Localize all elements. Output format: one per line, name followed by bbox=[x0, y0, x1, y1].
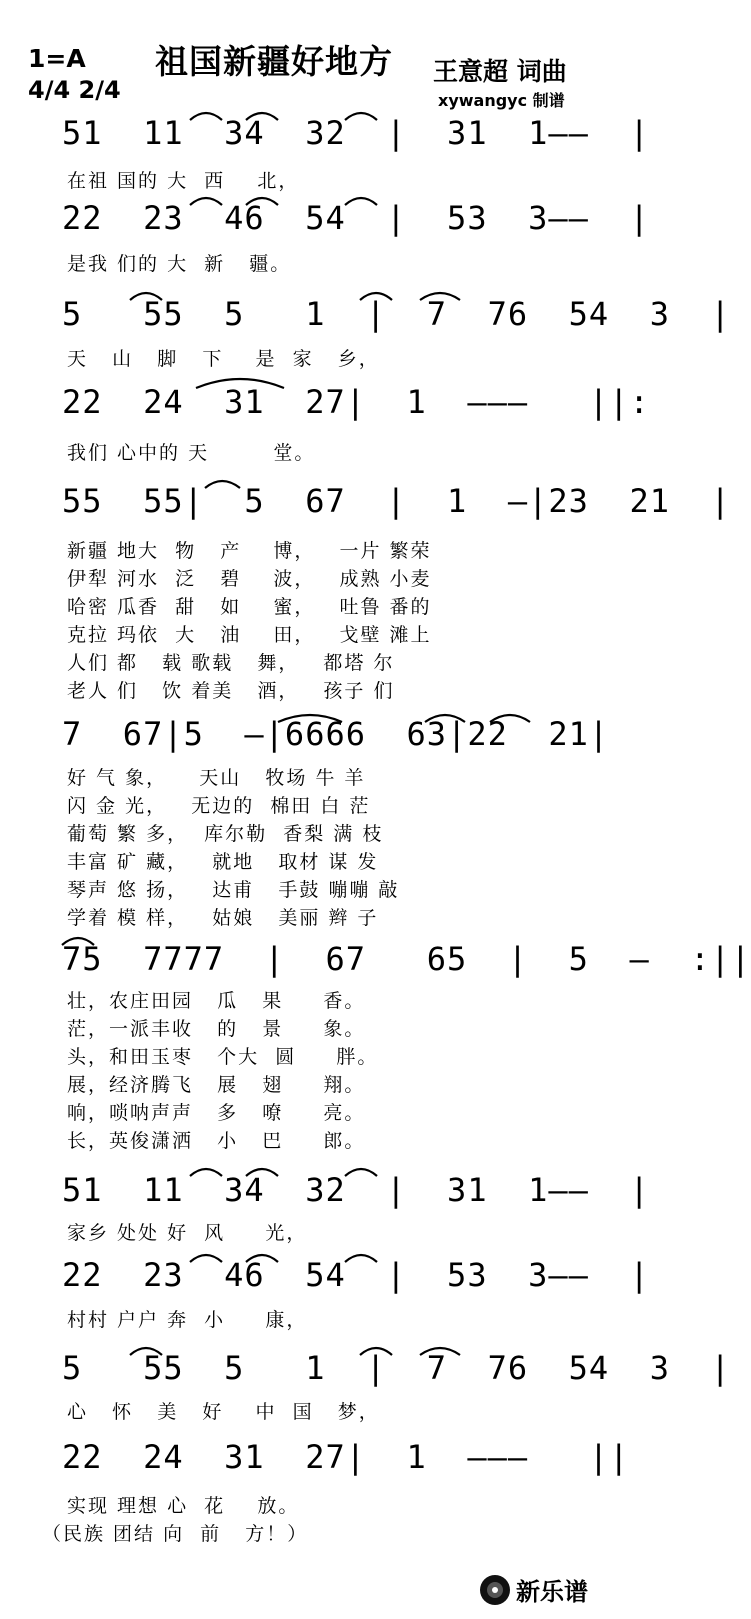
verse-line: 茫，一派丰收 的 景 象。 bbox=[67, 1018, 366, 1040]
slur bbox=[420, 1348, 460, 1355]
key-signature: 1=A bbox=[28, 44, 86, 73]
song-title: 祖国新疆好地方 bbox=[155, 42, 393, 81]
slur bbox=[190, 1169, 222, 1176]
notation-line-4: 22 24 31 27| 1 ——— ||: bbox=[62, 383, 650, 421]
verse-line: 丰富 矿 藏， 就地 取材 谋 发 bbox=[67, 851, 379, 873]
verse-line: 人们 都 载 歌载 舞， 都塔 尔 bbox=[67, 652, 395, 674]
lyric-line-9: 村村 户户 奔 小 康， bbox=[67, 1309, 308, 1331]
verse-line: 头，和田玉枣 个大 圆 胖。 bbox=[67, 1046, 379, 1068]
coda-line: （民族 团结 向 前 方！） bbox=[42, 1523, 309, 1545]
slur bbox=[130, 293, 162, 300]
slur bbox=[130, 1348, 162, 1355]
verse-line: 学着 模 样， 姑娘 美丽 辫 子 bbox=[67, 907, 379, 929]
time-signature: 4/4 2/4 bbox=[28, 76, 121, 104]
slur bbox=[345, 113, 377, 120]
verse-line: 老人 们 饮 着美 酒， 孩子 们 bbox=[67, 680, 395, 702]
notation-line-11: 22 24 31 27| 1 ——— || bbox=[62, 1438, 630, 1476]
verse-line: 长，英俊潇洒 小 巴 郎。 bbox=[67, 1130, 366, 1152]
lyric-line-2: 是我 们的 大 新 疆。 bbox=[67, 253, 292, 275]
author-credit: 王意超 词曲 bbox=[433, 57, 567, 86]
slur bbox=[246, 113, 278, 120]
lyric-line-3: 天 山 脚 下 是 家 乡， bbox=[67, 348, 380, 370]
lyric-line-10: 心 怀 美 好 中 国 梦， bbox=[67, 1401, 380, 1423]
notation-line-1: 51 11 34 32 | 31 1—— | bbox=[62, 114, 650, 152]
verse-line: 琴声 悠 扬， 达甫 手鼓 嘣嘣 敲 bbox=[67, 879, 400, 901]
notation-line-3: 5 55 5 1 | 7 76 54 3 | bbox=[62, 295, 731, 333]
verse-line: 响，唢呐声声 多 嘹 亮。 bbox=[67, 1102, 366, 1124]
slur bbox=[420, 293, 460, 300]
slur bbox=[196, 379, 284, 388]
music-note-icon bbox=[480, 1575, 510, 1605]
lyric-line-4: 我们 心中的 天 堂。 bbox=[67, 442, 316, 464]
slur bbox=[345, 1169, 377, 1176]
slur bbox=[246, 198, 278, 205]
slur bbox=[190, 1255, 222, 1262]
slur bbox=[246, 1255, 278, 1262]
slur bbox=[190, 198, 222, 205]
verse-line: 葡萄 繁 多， 库尔勒 香梨 满 枝 bbox=[67, 823, 384, 845]
notation-line-8: 51 11 34 32 | 31 1—— | bbox=[62, 1171, 650, 1209]
notation-line-7: 75 7777 | 67 65 | 5 — :|| bbox=[62, 940, 751, 978]
lyric-line-1: 在祖 国的 大 西 北， bbox=[67, 170, 300, 192]
slur bbox=[425, 715, 465, 722]
verse-line: 展，经济腾飞 展 翅 翔。 bbox=[67, 1074, 366, 1096]
verse-line: 好 气 象， 天山 牧场 牛 羊 bbox=[67, 767, 366, 789]
notation-line-6: 7 67|5 —|6666 63|22 21| bbox=[62, 715, 610, 753]
slur bbox=[490, 715, 530, 722]
slur bbox=[345, 1255, 377, 1262]
brand-mark bbox=[480, 1572, 588, 1607]
slur bbox=[278, 715, 342, 722]
slur bbox=[190, 113, 222, 120]
slur bbox=[360, 293, 392, 300]
notation-line-10: 5 55 5 1 | 7 76 54 3 | bbox=[62, 1349, 731, 1387]
verse-line: 哈密 瓜香 甜 如 蜜， 吐鲁 番的 bbox=[67, 596, 432, 618]
brand-name: 新乐谱 bbox=[516, 1578, 588, 1606]
notation-line-2: 22 23 46 54 | 53 3—— | bbox=[62, 199, 650, 237]
lyric-line-11: 实现 理想 心 花 放。 bbox=[67, 1495, 300, 1517]
arranger-credit: xywangyc 制谱 bbox=[438, 91, 565, 110]
lyric-line-8: 家乡 处处 好 风 光， bbox=[67, 1222, 308, 1244]
verse-line: 伊犁 河水 泛 碧 波， 成熟 小麦 bbox=[67, 568, 432, 590]
slur bbox=[345, 198, 377, 205]
slur bbox=[246, 1169, 278, 1176]
notation-line-9: 22 23 46 54 | 53 3—— | bbox=[62, 1256, 650, 1294]
verse-line: 新疆 地大 物 产 博， 一片 繁荣 bbox=[67, 540, 432, 562]
slur bbox=[62, 938, 94, 945]
slur bbox=[205, 481, 240, 488]
verse-line: 闪 金 光， 无边的 棉田 白 茫 bbox=[67, 795, 371, 817]
notation-line-5: 55 55| 5 67 | 1 —|23 21 | bbox=[62, 482, 731, 520]
slur bbox=[360, 1348, 392, 1355]
verse-line: 克拉 玛依 大 油 田， 戈壁 滩上 bbox=[67, 624, 432, 646]
verse-line: 壮，农庄田园 瓜 果 香。 bbox=[67, 990, 366, 1012]
